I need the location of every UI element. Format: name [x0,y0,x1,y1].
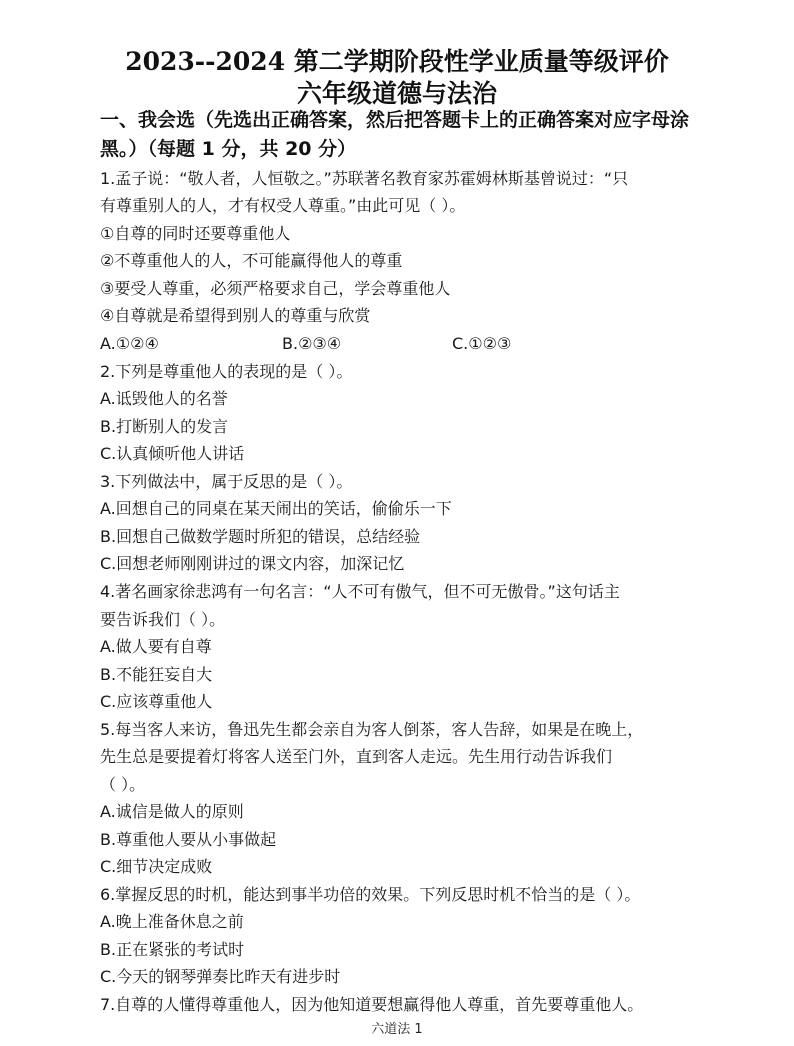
question-2-option-b: B.打断别人的发言 [100,417,229,436]
question-5-option-a: A.诚信是做人的原则 [100,802,244,821]
question-3-option-b: B.回想自己做数学题时所犯的错误，总结经验 [100,527,421,546]
question-3-option-a: A.回想自己的同桌在某天闹出的笑话，偷偷乐一下 [100,499,452,518]
question-1-option-c: C.①②③ [452,334,512,353]
exam-title: 2023--2024 第二学期阶段性学业质量等级评价 [125,47,669,76]
question-1-option-b: B.②③④ [282,334,342,353]
question-1-statement-1: ①自尊的同时还要尊重他人 [100,224,291,243]
question-2-stem: 2.下列是尊重他人的表现的是（ ）。 [100,362,353,381]
exam-subject: 六年级道德与法治 [296,79,497,108]
question-5-stem-line1: 5.每当客人来访，鲁迅先生都会亲自为客人倒茶，客人告辞，如果是在晚上， [100,720,644,739]
question-5-option-c: C.细节决定成败 [100,857,213,876]
question-1-stem-line1: 1.孟子说：“敬人者，人恒敬之。”苏联著名教育家苏霍姆林斯基曾说过：“只 [100,169,629,188]
question-7-stem: 7.自尊的人懂得尊重他人，因为他知道要想赢得他人尊重，首先要尊重他人。 [100,995,644,1014]
question-6-option-a: A.晚上准备休息之前 [100,912,244,931]
question-5-stem-line3: （ ）。 [100,775,146,794]
question-2-option-c: C.认真倾听他人讲话 [100,444,245,463]
question-2-option-a: A.诋毁他人的名誉 [100,389,228,408]
question-6-option-b: B.正在紧张的考试时 [100,940,245,959]
question-4-option-c: C.应该尊重他人 [100,692,213,711]
question-1-statement-2: ②不尊重他人的人，不可能赢得他人的尊重 [100,251,403,270]
question-5-option-b: B.尊重他人要从小事做起 [100,830,277,849]
question-1-statement-3: ③要受人尊重，必须严格要求自己，学会尊重他人 [100,279,451,298]
question-4-stem-line2: 要告诉我们（ ）。 [100,610,226,629]
question-6-stem: 6.掌握反思的时机，能达到事半功倍的效果。下列反思时机不恰当的是（ ）。 [100,885,641,904]
question-3-stem: 3.下列做法中，属于反思的是（ ）。 [100,472,353,491]
section-heading: 一、我会选（先选出正确答案，然后把答题卡上的正确答案对应字母涂黑。）（每题 1 分，共 20 分） [100,109,690,160]
question-5-stem-line2: 先生总是要提着灯将客人送至门外，直到客人走远。先生用行动告诉我们 [100,747,613,766]
question-3-option-c: C.回想老师刚刚讲过的课文内容，加深记忆 [100,554,405,573]
question-1-stem-line2: 有尊重别人的人，才有权受人尊重。”由此可见（ ）。 [100,196,466,215]
question-1-statement-4: ④自尊就是希望得到别人的尊重与欣赏 [100,306,371,325]
question-4-stem-line1: 4.著名画家徐悲鸿有一句名言：“人不可有傲气，但不可无傲骨。”这句话主 [100,582,620,601]
question-4-option-b: B.不能狂妄自大 [100,665,213,684]
question-1-option-a: A.①②④ [100,334,159,353]
question-6-option-c: C.今天的钢琴弹奏比昨天有进步时 [100,967,341,986]
question-4-option-a: A.做人要有自尊 [100,637,212,656]
page-footer: 六道法 1 [371,1022,423,1037]
